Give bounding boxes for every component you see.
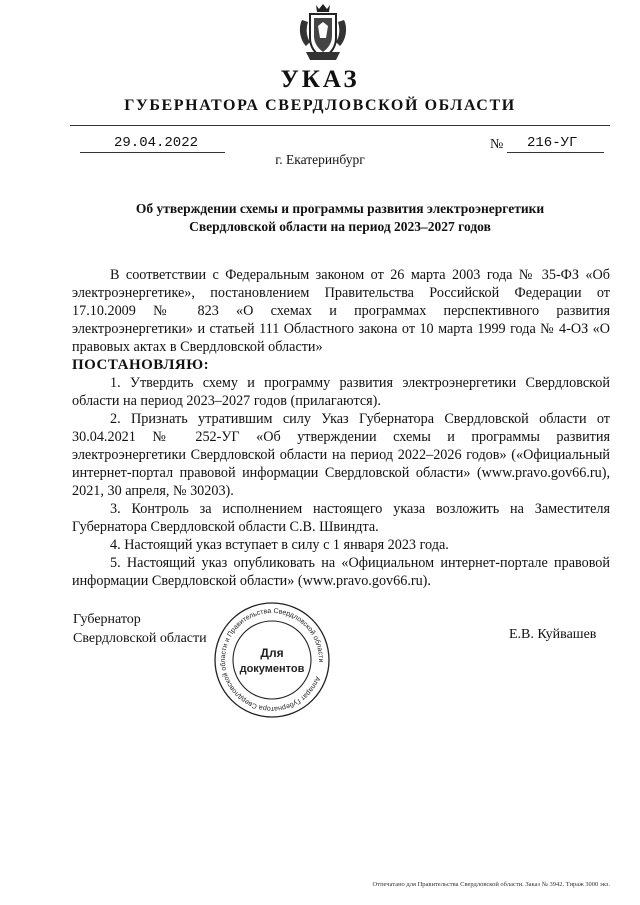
- signatory-name: Е.В. Куйвашев: [509, 627, 597, 642]
- decree-body: [72, 266, 610, 590]
- position-line-1: Губернатор: [73, 612, 141, 627]
- heading-line-2: Свердловской области на период 2023–2027 годов: [189, 219, 491, 234]
- signatory-position: [73, 610, 207, 648]
- clause-1: 1. Утвердить схему и программу развития электроэнергетики Свердловской области на период 2023–2027 годов (прилагаются).: [72, 375, 610, 409]
- decree-heading: [70, 200, 610, 236]
- position-line-2: Свердловской области: [73, 631, 207, 646]
- document-type-title: УКАЗ: [280, 66, 360, 93]
- authority-title: ГУБЕРНАТОРА СВЕРДЛОВСКОЙ ОБЛАСТИ: [124, 97, 516, 114]
- stamp-ring-text: Аппарат Губернатора Свердловской области и Правительства Свердловской области: [219, 607, 325, 713]
- clause-2: 2. Признать утратившим силу Указ Губернатора Свердловской области от 30.04.2021 № 252-УГ «Об утверждении схемы и программы развития электроэнергетики Свердловской области на период 2022–2026 годов» («Официальный интернет-портал правовой информации Свердловской области» (www.pravo.gov66.ru), 2021, 30 апреля, № 30203).: [72, 411, 610, 499]
- official-stamp-icon: [212, 600, 332, 720]
- number-sign: №: [490, 137, 504, 152]
- date-field: 29.04.2022: [114, 135, 199, 151]
- clause-3: 3. Контроль за исполнением настоящего указа возложить на Заместителя Губернатора Свердловской области С.В. Швиндта.: [72, 501, 610, 535]
- coat-of-arms-icon: [296, 2, 350, 64]
- svg-text:Аппарат Губернатора Свердловск: [212, 600, 332, 720]
- clause-4: 4. Настоящий указ вступает в силу с 1 января 2023 года.: [110, 537, 449, 553]
- resolve-label: ПОСТАНОВЛЯЮ:: [72, 357, 210, 373]
- decree-number: 216-УГ: [527, 135, 578, 151]
- header-divider: [70, 125, 610, 126]
- clause-5: 5. Настоящий указ опубликовать на «Официальном интернет-портале правовой информации Свердловской области» (www.pravo.gov66.ru).: [72, 555, 610, 589]
- preamble-paragraph: В соответствии с Федеральным законом от 26 марта 2003 года № 35-ФЗ «Об электроэнергетике», постановлением Правительства Российской Федерации от 17.10.2009 № 823 «О схемах и программах перспективного развития электроэнергетики» и статьей 111 Областного закона от 10 марта 1999 года № 4-ОЗ «О правовых актах в Свердловской области»: [72, 267, 610, 355]
- stamp-line-2: документов: [239, 663, 305, 675]
- print-note: Отпечатано для Правительства Свердловской области. Заказ № 3942. Тираж 3000 экз.: [372, 881, 610, 888]
- stamp-line-1: Для: [260, 646, 284, 660]
- city-label: г. Екатеринбург: [275, 152, 365, 167]
- heading-line-1: Об утверждении схемы и программы развития электроэнергетики: [135, 201, 545, 216]
